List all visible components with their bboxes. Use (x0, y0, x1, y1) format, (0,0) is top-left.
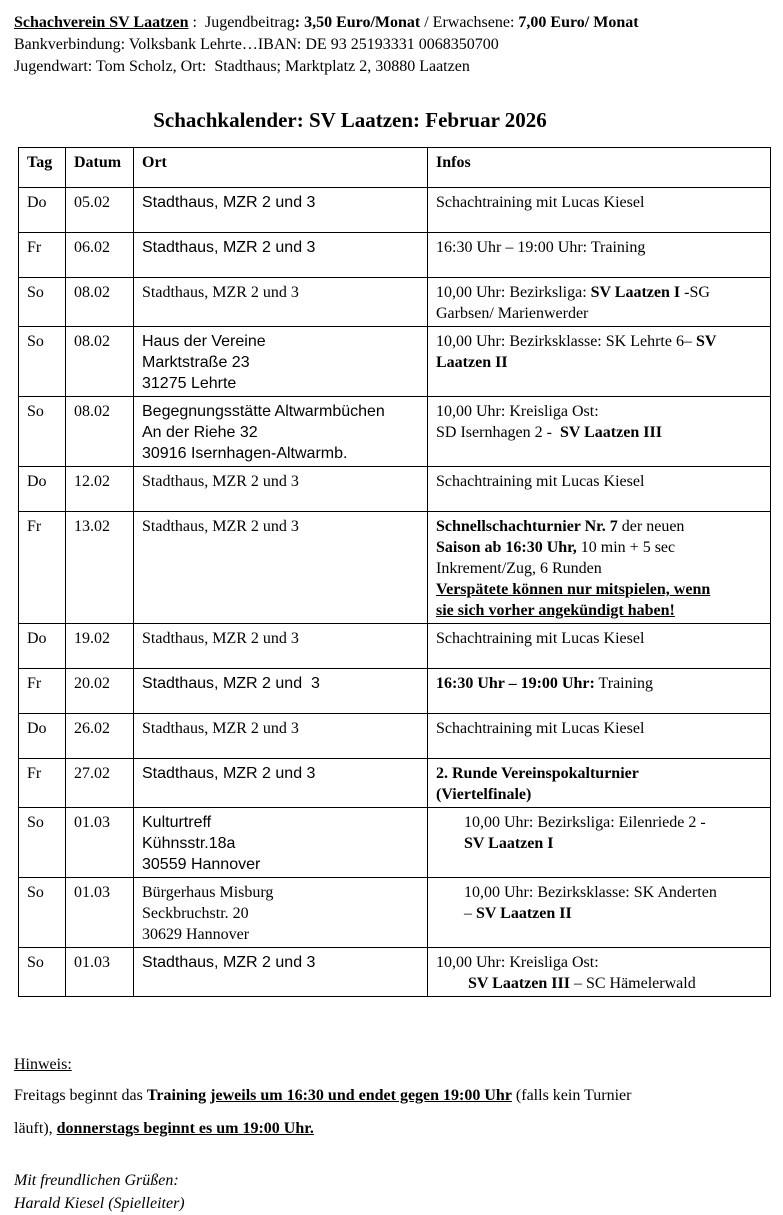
info-line (436, 973, 764, 994)
info-line (436, 192, 764, 213)
cell-tag: Fr (19, 669, 66, 714)
cell-datum: 05.02 (66, 188, 134, 233)
cell-infos (428, 467, 771, 512)
hinweis-line (14, 1079, 770, 1112)
cell-infos (428, 669, 771, 714)
cell-infos (428, 327, 771, 397)
info-line (436, 331, 764, 352)
text-run: / Erwachsene: (420, 14, 519, 31)
cell-datum: 01.03 (66, 878, 134, 948)
text-run: 10,00 Uhr: Kreisliga Ost: (436, 403, 599, 420)
cell-infos (428, 278, 771, 327)
header-line-jugendwart: Jugendwart: Tom Scholz, Ort: Stadthaus; Marktplatz 2, 30880 Laatzen (14, 58, 470, 75)
info-line (436, 673, 764, 694)
text-run: Inkrement/Zug, 6 Runden (436, 560, 602, 577)
cell-infos (428, 512, 771, 624)
text-run: 10,00 Uhr: Bezirksliga: (436, 284, 591, 301)
text-run: jeweils um 16:30 und endet gegen 19:00 Uhr (210, 1087, 512, 1104)
cell-ort (134, 808, 428, 878)
info-line (436, 471, 764, 492)
cell-infos (428, 233, 771, 278)
text-run: : 3,50 Euro/Monat (294, 14, 421, 31)
ort-line: Stadthaus, MZR 2 und 3 (142, 239, 316, 256)
info-line (436, 282, 764, 303)
text-run: : Jugendbeitrag (188, 14, 295, 31)
cell-ort (134, 759, 428, 808)
text-run: 16:30 Uhr – 19:00 Uhr: (436, 675, 595, 692)
table-row (19, 512, 771, 624)
text-run: – (436, 905, 476, 922)
info-line (436, 882, 764, 903)
cell-datum: 27.02 (66, 759, 134, 808)
cell-datum: 26.02 (66, 714, 134, 759)
column-header-infos: Infos (428, 148, 771, 188)
text-run: 2. Runde Vereinspokalturnier (436, 765, 639, 782)
text-run: Schachverein SV Laatzen (14, 14, 189, 31)
header-row (19, 148, 771, 188)
cell-datum: 06.02 (66, 233, 134, 278)
text-run: 7,00 Euro/ Monat (518, 14, 639, 31)
info-line (436, 537, 764, 558)
ort-line: Kühnsstr.18a (142, 835, 236, 852)
cell-infos (428, 188, 771, 233)
info-line (436, 516, 764, 537)
cell-ort (134, 278, 428, 327)
cell-ort (134, 512, 428, 624)
table-row (19, 714, 771, 759)
info-line (436, 401, 764, 422)
ort-line: Kulturtreff (142, 814, 212, 831)
cell-datum: 19.02 (66, 624, 134, 669)
text-run: 10,00 Uhr: Bezirksliga: Eilenriede 2 - (436, 814, 706, 831)
table-row (19, 467, 771, 512)
cell-datum: 20.02 (66, 669, 134, 714)
text-run: donnerstags beginnt es um 19:00 Uhr. (56, 1120, 314, 1137)
text-run: Schachtraining mit Lucas Kiesel (436, 720, 645, 737)
table-row (19, 278, 771, 327)
info-line (436, 558, 764, 579)
ort-line: Seckbruchstr. 20 (142, 905, 249, 922)
text-run: Schnellschachturnier Nr. 7 (436, 518, 618, 535)
table-row (19, 624, 771, 669)
ort-line: 30559 Hannover (142, 856, 261, 873)
ort-line: 30916 Isernhagen-Altwarmb. (142, 445, 348, 462)
info-line (436, 952, 764, 973)
info-line (436, 579, 764, 600)
text-run: SV Laatzen II (476, 905, 572, 922)
column-header-datum: Datum (66, 148, 134, 188)
text-run: SV Laatzen I (464, 835, 554, 852)
cell-tag: Do (19, 188, 66, 233)
text-run: (falls kein Turnier (511, 1087, 632, 1104)
cell-infos (428, 948, 771, 997)
text-run: Verspätete können nur mitspielen, wenn (436, 581, 711, 598)
cell-infos (428, 397, 771, 467)
info-line (436, 352, 764, 373)
cell-datum: 01.03 (66, 948, 134, 997)
cell-tag: So (19, 878, 66, 948)
info-line (436, 628, 764, 649)
text-run: SV Laatzen III (468, 975, 570, 992)
table-row (19, 188, 771, 233)
cell-datum: 01.03 (66, 808, 134, 878)
text-run: Training (146, 1087, 211, 1104)
signature-greeting: Mit freundlichen Grüßen: (14, 1172, 179, 1189)
cell-infos (428, 714, 771, 759)
hinweis-text (14, 1079, 770, 1145)
text-run: – SC Hämelerwald (569, 975, 696, 992)
cell-tag: So (19, 397, 66, 467)
ort-line: Stadthaus, MZR 2 und 3 (142, 765, 316, 782)
ort-line: Stadthaus, MZR 2 und 3 (142, 630, 299, 647)
ort-line: Stadthaus, MZR 2 und 3 (142, 954, 316, 971)
cell-datum: 08.02 (66, 397, 134, 467)
page-title: Schachkalender: SV Laatzen: Februar 2026 (153, 108, 547, 132)
header-line-club-fees (14, 12, 770, 34)
cell-datum: 08.02 (66, 278, 134, 327)
table-row (19, 233, 771, 278)
text-run: Training (594, 675, 654, 692)
info-line (436, 763, 764, 784)
calendar-table (18, 147, 771, 997)
info-line (436, 784, 764, 805)
table-row (19, 948, 771, 997)
ort-line: Haus der Vereine (142, 333, 266, 350)
column-header-ort: Ort (134, 148, 428, 188)
cell-infos (428, 624, 771, 669)
text-run: SD Isernhagen 2 - (436, 424, 560, 441)
cell-ort (134, 188, 428, 233)
hinweis-label: Hinweis: (14, 1056, 72, 1073)
column-header-tag: Tag (19, 148, 66, 188)
cell-ort (134, 467, 428, 512)
info-line (436, 718, 764, 739)
ort-line: Stadthaus, MZR 2 und 3 (142, 284, 299, 301)
signature-block (14, 1169, 770, 1215)
ort-line: Begegnungsstätte Altwarmbüchen (142, 403, 385, 420)
cell-tag: Fr (19, 233, 66, 278)
ort-line: Stadthaus, MZR 2 und 3 (142, 720, 299, 737)
ort-line: An der Riehe 32 (142, 424, 258, 441)
cell-ort (134, 948, 428, 997)
info-line (436, 237, 764, 258)
text-run: der neuen (617, 518, 685, 535)
table-row (19, 327, 771, 397)
text-run: 10 min + 5 sec (576, 539, 676, 556)
info-line (436, 600, 764, 621)
text-run: Laatzen II (436, 354, 508, 371)
ort-line: Marktstraße 23 (142, 354, 250, 371)
cell-tag: So (19, 327, 66, 397)
cell-ort (134, 624, 428, 669)
text-run: läuft), (14, 1120, 57, 1137)
signature-name: Harald Kiesel (Spielleiter) (14, 1195, 185, 1212)
text-run (436, 835, 464, 852)
cell-tag: Do (19, 467, 66, 512)
cell-tag: Do (19, 714, 66, 759)
ort-line: Stadthaus, MZR 2 und 3 (142, 473, 299, 490)
cell-infos (428, 808, 771, 878)
text-run: Schachtraining mit Lucas Kiesel (436, 194, 645, 211)
cell-tag: So (19, 278, 66, 327)
text-run: 10,00 Uhr: Bezirksklasse: SK Anderten (436, 884, 717, 901)
cell-ort (134, 669, 428, 714)
text-run: Saison ab 16:30 Uhr, (436, 539, 577, 556)
ort-line: 31275 Lehrte (142, 375, 237, 392)
info-line (436, 903, 764, 924)
cell-tag: So (19, 948, 66, 997)
header-line-bank: Bankverbindung: Volksbank Lehrte…IBAN: DE 93 25193331 0068350700 (14, 36, 499, 53)
info-line (436, 303, 764, 324)
cell-ort (134, 714, 428, 759)
text-run: Garbsen/ Marienwerder (436, 305, 589, 322)
text-run: 10,00 Uhr: Kreisliga Ost: (436, 954, 599, 971)
text-run: Freitags beginnt das (14, 1087, 147, 1104)
text-run: sie sich vorher angekündigt haben! (436, 602, 675, 619)
table-row (19, 397, 771, 467)
cell-datum: 08.02 (66, 327, 134, 397)
text-run: Schachtraining mit Lucas Kiesel (436, 630, 645, 647)
cell-tag: Fr (19, 512, 66, 624)
text-run: Schachtraining mit Lucas Kiesel (436, 473, 645, 490)
text-run: SV (695, 333, 717, 350)
text-run: SV Laatzen III (559, 424, 662, 441)
table-row (19, 669, 771, 714)
ort-line: Bürgerhaus Misburg (142, 884, 274, 901)
hinweis-line (14, 1112, 770, 1145)
info-line (436, 833, 764, 854)
cell-ort (134, 327, 428, 397)
cell-datum: 12.02 (66, 467, 134, 512)
ort-line: Stadthaus, MZR 2 und 3 (142, 518, 299, 535)
text-run (436, 975, 468, 992)
document-header (14, 12, 770, 78)
text-run: -SG (680, 284, 710, 301)
cell-tag: Do (19, 624, 66, 669)
text-run: 16:30 Uhr – 19:00 Uhr: Training (436, 239, 646, 256)
ort-line: 30629 Hannover (142, 926, 250, 943)
cell-ort (134, 233, 428, 278)
table-row (19, 808, 771, 878)
ort-line: Stadthaus, MZR 2 und 3 (142, 675, 320, 692)
info-line (436, 422, 764, 443)
calendar-table-header (19, 148, 771, 188)
cell-ort (134, 397, 428, 467)
ort-line: Stadthaus, MZR 2 und 3 (142, 194, 316, 211)
table-row (19, 759, 771, 808)
cell-infos (428, 759, 771, 808)
text-run: 10,00 Uhr: Bezirksklasse: SK Lehrte 6– (436, 333, 696, 350)
info-line (436, 812, 764, 833)
cell-infos (428, 878, 771, 948)
cell-ort (134, 878, 428, 948)
cell-tag: Fr (19, 759, 66, 808)
hinweis-section (14, 1053, 770, 1145)
cell-tag: So (19, 808, 66, 878)
table-row (19, 878, 771, 948)
cell-datum: 13.02 (66, 512, 134, 624)
text-run: SV Laatzen I (590, 284, 681, 301)
text-run: (Viertelfinale) (436, 786, 532, 803)
calendar-table-body (19, 188, 771, 997)
